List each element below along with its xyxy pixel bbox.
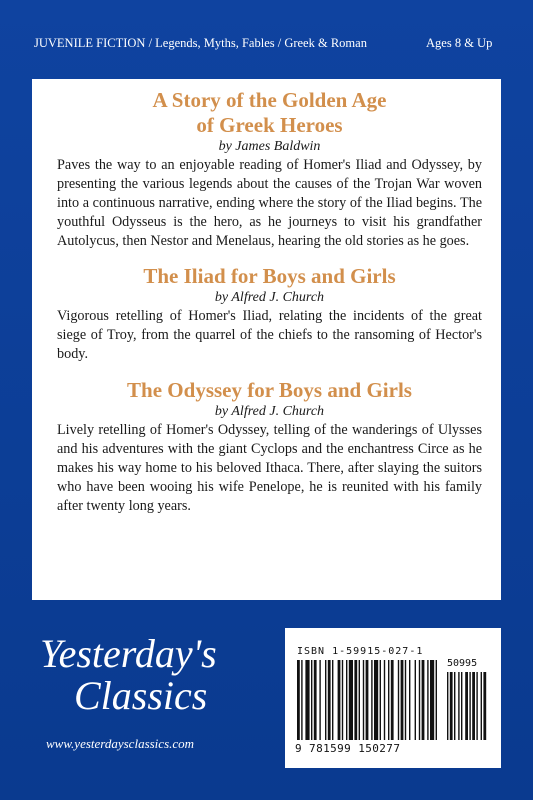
book-author: by James Baldwin [218,139,321,154]
category-label: JUVENILE FICTION / Legends, Myths, Fables / Greek & Roman [34,36,367,50]
isbn-label: ISBN 1-59915-027-1 [297,646,424,657]
description-panel [32,79,501,600]
book-author: by Alfred J. Church [214,404,325,419]
book-description: Paves the way to an enjoyable reading of Homer's Iliad and Odyssey, by presenting the various legends about the causes of the Trojan War woven into a continuous narrative, ending where the story of the Iliad begins. The youthful Odysseus is the hero, as he journeys to visit his grandfather Autolycus, then Nestor and Menelaus, hearing the old stories as he goes. [57,157,482,249]
book-description: Lively retelling of Homer's Odyssey, telling of the wanderings of Ulysses and his adventures with the giant Cyclops and the enchantress Circe as he makes his way home to his beloved Ithaca. There, after slaying the suitors who have been wooing his wife Penelope, he is reunited with his family after twenty long years. [57,422,482,514]
book-title-line: of Greek Heroes [196,113,343,137]
publisher-name-line1: Yesterday's [40,631,217,676]
ean-digits: 9 781599 150277 [295,742,401,755]
publisher-url: www.yesterdaysclassics.com [46,736,195,751]
book-description: Vigorous retelling of Homer's Iliad, relating the incidents of the great siege of Troy, from the quarrel of the chiefs to the ransoming of Hector's body. [57,308,482,362]
book-title [57,88,482,138]
barcode-area [285,628,501,768]
book-entry [57,264,482,364]
book-title: The Odyssey for Boys and Girls [127,378,412,402]
age-label: Ages 8 & Up [426,36,493,50]
barcode-icon [297,660,493,742]
publisher-logo [40,633,217,717]
book-author: by Alfred J. Church [214,290,325,305]
addon-number: 50995 [447,658,478,669]
book-title: The Iliad for Boys and Girls [143,264,396,288]
book-title-line: A Story of the Golden Age [152,88,387,112]
publisher-name-line2: Classics [74,673,208,718]
book-entry [57,378,482,516]
book-entry [57,88,482,251]
